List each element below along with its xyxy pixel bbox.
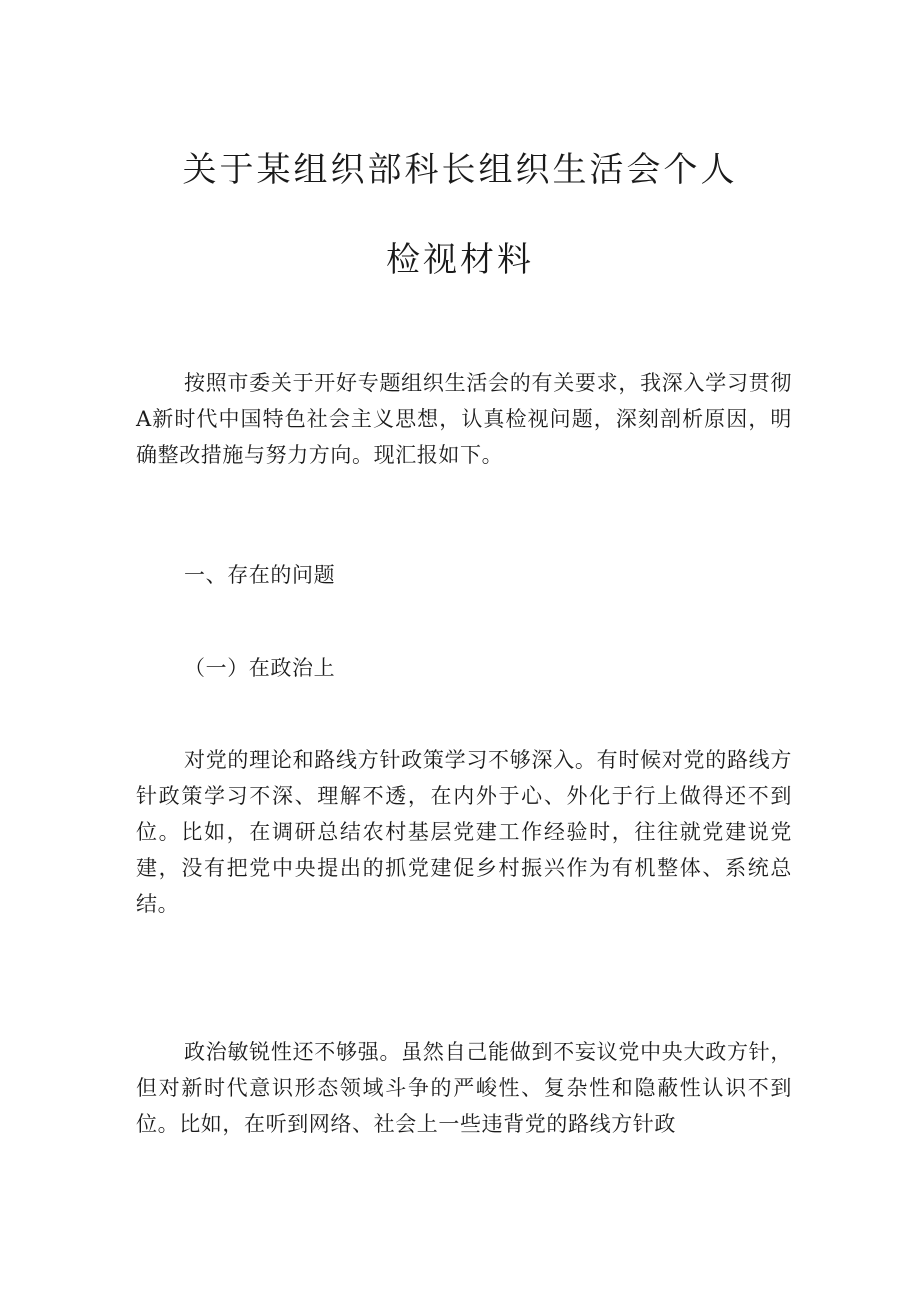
document-title-line1: 关于某组织部科长组织生活会个人	[182, 150, 738, 190]
section-heading-problems: 一、存在的问题	[184, 563, 336, 587]
subsection-heading-political: （一）在政治上	[184, 656, 336, 680]
body-paragraph-2: 政治敏锐性还不够强。虽然自己能做到不妄议党中央大政方针，但对新时代意识形态领域斗争的严峻性、复杂性和隐蔽性认识不到位。比如，在听到网络、社会上一些违背党的路线方针政	[136, 1040, 792, 1136]
body-paragraph-1: 对党的理论和路线方针政策学习不够深入。有时候对党的路线方针政策学习不深、理解不透，在内外于心、外化于行上做得还不到位。比如，在调研总结农村基层党建工作经验时，往往就党建说党建，没有把党中央提出的抓党建促乡村振兴作为有机整体、系统总结。	[136, 748, 792, 916]
intro-paragraph: 按照市委关于开好专题组织生活会的有关要求，我深入学习贯彻A新时代中国特色社会主义思想，认真检视问题，深刻剖析原因，明确整改措施与努力方向。现汇报如下。	[136, 371, 792, 467]
document-title-line2: 检视材料	[386, 240, 534, 280]
